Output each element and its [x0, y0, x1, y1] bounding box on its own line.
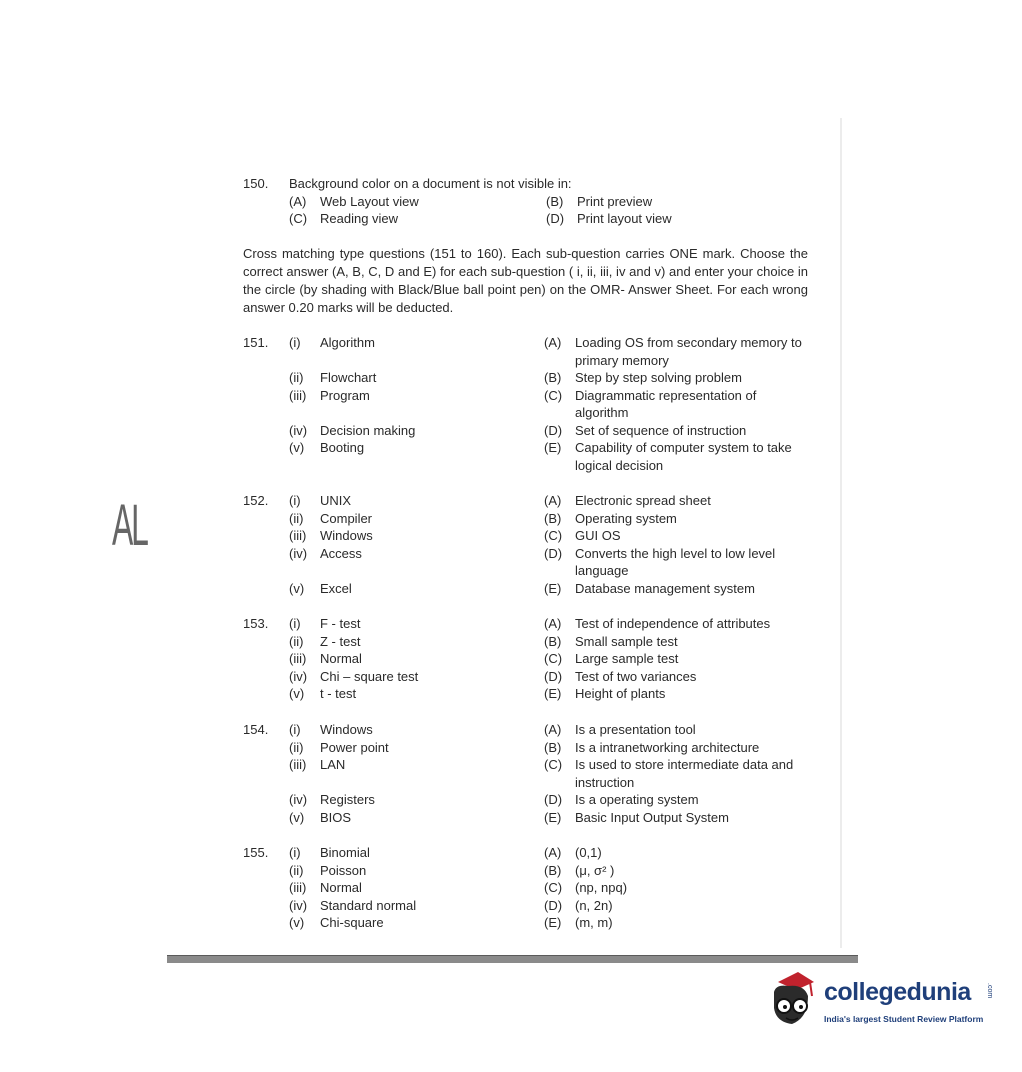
item-text: Poisson — [320, 862, 367, 878]
item-text: (np, npq) — [575, 880, 628, 895]
option-a — [289, 193, 546, 211]
left-column — [289, 721, 544, 826]
left-column — [289, 844, 544, 932]
item-key: (ii) — [289, 510, 304, 526]
footer-divider — [167, 955, 858, 963]
right-column — [544, 492, 809, 597]
item-key: (C) — [544, 387, 563, 403]
item-text: Decision making — [320, 422, 416, 438]
item-key: (v) — [289, 809, 305, 825]
item-key: (D) — [544, 668, 563, 684]
item-key: (D) — [544, 897, 563, 913]
item-text: Booting — [320, 440, 365, 455]
item-key: (iv) — [289, 792, 308, 807]
item-text: Flowchart — [320, 370, 377, 385]
item-text: Step by step solving problem — [575, 370, 742, 385]
item-text: Operating system — [575, 510, 677, 526]
item-text: Is a presentation tool — [575, 722, 696, 737]
item-key: (iii) — [289, 528, 307, 543]
option-key: (B) — [546, 193, 564, 209]
item-key: (D) — [544, 422, 563, 438]
item-text: UNIX — [320, 493, 352, 508]
item-key: (C) — [544, 651, 563, 666]
question-stem: Background color on a document is not visible in: — [289, 176, 572, 191]
question-151 — [243, 334, 813, 474]
item-text: (μ, σ² ) — [575, 862, 615, 878]
item-key: (iv) — [289, 545, 308, 561]
item-key: (A) — [544, 845, 562, 860]
item-text: Normal — [320, 651, 362, 666]
option-text: Web Layout view — [320, 193, 419, 209]
item-key: (ii) — [289, 739, 304, 755]
scan-edge-line — [840, 118, 842, 948]
item-text: t - test — [320, 686, 357, 701]
logo-tagline: India's largest Student Review Platform — [824, 1014, 984, 1024]
question-155 — [243, 844, 813, 932]
logo-wordmark: collegedunia — [824, 978, 971, 1006]
option-b — [546, 193, 796, 211]
item-key: (E) — [544, 580, 562, 596]
item-key: (B) — [544, 510, 562, 526]
item-key: (i) — [289, 616, 301, 631]
item-text: (n, 2n) — [575, 897, 613, 913]
option-key: (C) — [289, 211, 308, 226]
item-key: (iv) — [289, 422, 308, 438]
item-key: (i) — [289, 845, 301, 860]
item-key: (D) — [544, 792, 563, 807]
right-column — [544, 844, 809, 932]
item-key: (v) — [289, 686, 305, 701]
item-key: (B) — [544, 739, 562, 755]
item-text: Is a intranetworking architecture — [575, 739, 760, 755]
item-key: (B) — [544, 862, 562, 878]
item-key: (A) — [544, 493, 562, 508]
collegedunia-logo[interactable] — [764, 968, 994, 1032]
item-text: F - test — [320, 616, 361, 631]
item-key: (A) — [544, 335, 562, 350]
item-text: LAN — [320, 757, 346, 772]
item-key: (iv) — [289, 668, 308, 684]
item-text: (0,1) — [575, 845, 602, 860]
item-key: (D) — [544, 545, 563, 561]
item-key: (E) — [544, 809, 562, 825]
left-column — [289, 334, 544, 474]
item-key: (i) — [289, 335, 301, 350]
item-key: (B) — [544, 633, 562, 649]
option-text: Print preview — [577, 193, 653, 209]
item-text: Loading OS from secondary memory to primary memory — [575, 335, 802, 368]
question-153 — [243, 615, 813, 703]
item-text: (m, m) — [575, 915, 613, 930]
item-text: BIOS — [320, 809, 352, 825]
item-text: Registers — [320, 792, 375, 807]
item-text: Z - test — [320, 633, 361, 649]
item-text: Capability of computer system to take logical decision — [575, 440, 792, 473]
item-text: Is a operating system — [575, 792, 699, 807]
item-key: (i) — [289, 722, 301, 737]
item-key: (iii) — [289, 880, 307, 895]
question-number: 152. — [243, 493, 269, 508]
question-number: 154. — [243, 722, 269, 737]
item-key: (v) — [289, 580, 305, 596]
item-text: Windows — [320, 528, 373, 543]
right-column — [544, 334, 809, 474]
item-key: (E) — [544, 686, 562, 701]
item-text: GUI OS — [575, 528, 621, 543]
option-text: Print layout view — [577, 211, 672, 226]
item-text: Compiler — [320, 510, 373, 526]
option-key: (A) — [289, 193, 307, 209]
item-text: Power point — [320, 739, 389, 755]
item-text: Windows — [320, 722, 373, 737]
item-text: Small sample test — [575, 633, 678, 649]
question-number: 150. — [243, 176, 269, 191]
item-key: (B) — [544, 370, 562, 385]
item-key: (iii) — [289, 651, 307, 666]
question-number: 155. — [243, 845, 269, 860]
item-key: (A) — [544, 722, 562, 737]
item-key: (iv) — [289, 897, 308, 913]
question-150 — [243, 175, 823, 228]
item-key: (ii) — [289, 370, 304, 385]
item-text: Set of sequence of instruction — [575, 422, 747, 438]
item-text: Large sample test — [575, 651, 679, 666]
item-text: Chi-square — [320, 915, 384, 930]
item-text: Is used to store intermediate data and instruction — [575, 757, 794, 790]
right-column — [544, 721, 809, 826]
item-text: Test of independence of attributes — [575, 616, 771, 631]
question-number: 151. — [243, 335, 269, 350]
option-c — [289, 210, 546, 228]
item-text: Program — [320, 387, 370, 403]
item-text: Normal — [320, 880, 362, 895]
item-key: (ii) — [289, 862, 304, 878]
item-text: Binomial — [320, 845, 370, 860]
item-text: Converts the high level to low level language — [575, 545, 776, 578]
item-key: (ii) — [289, 633, 304, 649]
item-key: (A) — [544, 616, 562, 631]
item-key: (i) — [289, 493, 301, 508]
item-key: (v) — [289, 915, 305, 930]
side-mark: AL — [112, 493, 147, 558]
item-text: Algorithm — [320, 335, 375, 350]
item-text: Diagrammatic representation of algorithm — [575, 387, 757, 420]
item-key: (iii) — [289, 387, 307, 403]
item-key: (C) — [544, 757, 563, 772]
item-text: Chi – square test — [320, 668, 419, 684]
item-text: Height of plants — [575, 686, 666, 701]
item-text: Database management system — [575, 580, 755, 596]
question-number: 153. — [243, 616, 269, 631]
left-column — [289, 615, 544, 703]
item-text: Basic Input Output System — [575, 809, 729, 825]
item-text: Standard normal — [320, 897, 417, 913]
item-key: (C) — [544, 880, 563, 895]
logo-suffix: .com — [986, 983, 993, 999]
mascot-icon — [764, 968, 822, 1032]
item-key: (v) — [289, 440, 305, 455]
instructions: Cross matching type questions (151 to 160). Each sub-question carries ONE mark. Choose the correct answer (A, B, C, D and E) for each sub-question ( i, ii, iii, iv and v) and enter your choice in the circle (by shading with Black/Blue ball point pen) on the OMR- Answer Sheet. For each wrong answer 0.20 marks will be deducted. — [243, 246, 808, 315]
right-column — [544, 615, 809, 703]
item-text: Access — [320, 545, 362, 561]
option-d — [546, 210, 796, 228]
item-text: Excel — [320, 580, 352, 596]
item-key: (C) — [544, 528, 563, 543]
item-key: (iii) — [289, 757, 307, 772]
question-152 — [243, 492, 813, 597]
item-text: Test of two variances — [575, 668, 697, 684]
option-key: (D) — [546, 211, 565, 226]
item-key: (E) — [544, 915, 562, 930]
question-154 — [243, 721, 813, 826]
item-key: (E) — [544, 440, 562, 455]
left-column — [289, 492, 544, 597]
item-text: Electronic spread sheet — [575, 493, 711, 508]
option-text: Reading view — [320, 211, 399, 226]
